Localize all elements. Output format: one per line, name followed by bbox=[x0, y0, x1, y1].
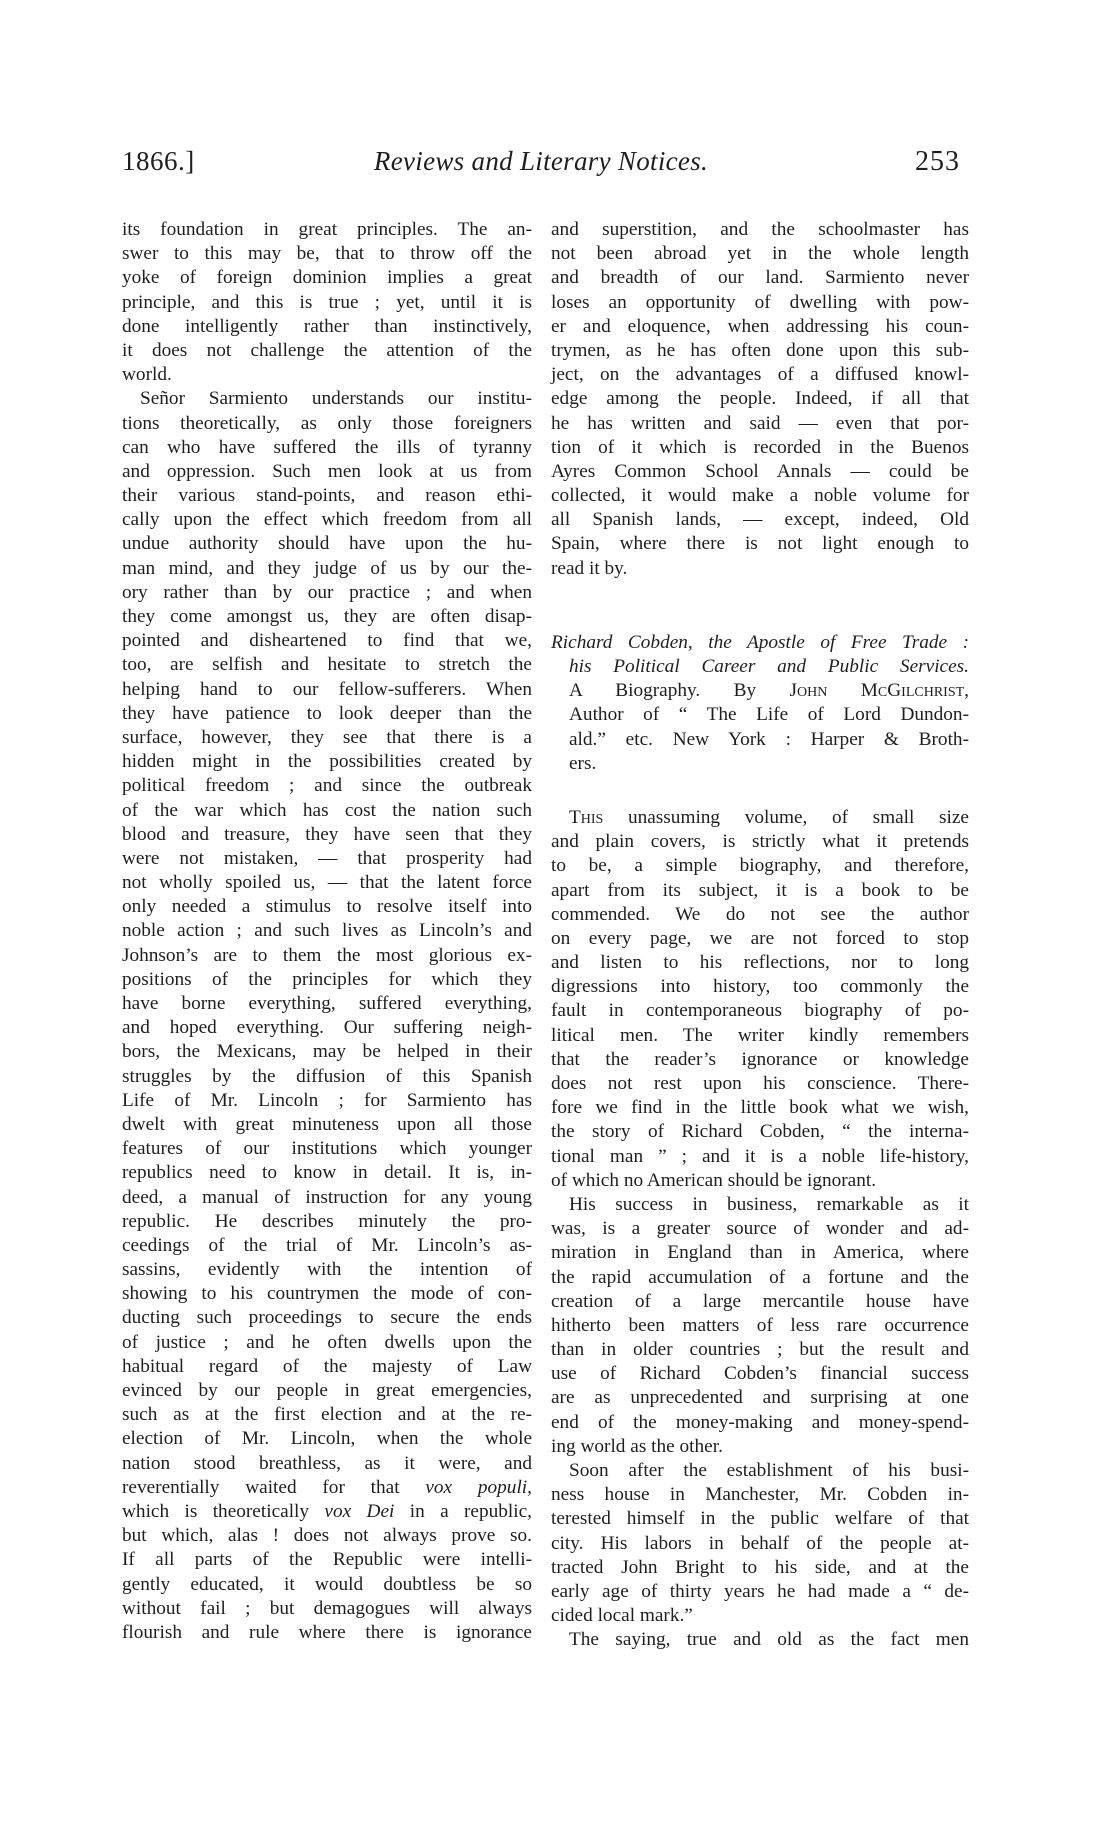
text-line: tracted John Bright to his side, and at the bbox=[551, 1556, 969, 1578]
text-line: of the war which has cost the nation such bbox=[122, 799, 532, 821]
running-header bbox=[122, 146, 960, 186]
publication-info: ald.” etc. New York : Harper & Broth- bbox=[569, 728, 969, 750]
text-line: trymen, as he has often done upon this sub- bbox=[551, 339, 969, 361]
text-line: such as at the first election and at the re- bbox=[122, 1404, 532, 1426]
text-line: Spain, where there is not light enough to bbox=[551, 533, 969, 555]
text-line: only needed a stimulus to resolve itself into bbox=[122, 896, 532, 918]
text-run: , bbox=[527, 1476, 532, 1498]
text-line: evinced by our people in great emergencies, bbox=[122, 1380, 532, 1401]
text-line: to be, a simple biography, and therefore, bbox=[551, 855, 969, 877]
text-line: edge among the people. Indeed, if all that bbox=[551, 388, 969, 410]
text-line: Ayres Common School Annals — could be bbox=[551, 460, 969, 482]
text-line: habitual regard of the majesty of Law bbox=[122, 1355, 532, 1377]
text-line bbox=[122, 1476, 532, 1500]
text-line: litical men. The writer kindly remembers bbox=[551, 1024, 969, 1046]
text-line: than in older countries ; but the result and bbox=[551, 1339, 969, 1361]
text-line: pointed and disheartened to find that we, bbox=[122, 630, 532, 652]
text-line: have borne everything, suffered everything, bbox=[122, 993, 532, 1014]
text-line: miration in England than in America, where bbox=[551, 1242, 969, 1264]
text-line: sassins, evidently with the intention of bbox=[122, 1259, 532, 1281]
text-line: ing world as the other. bbox=[551, 1435, 723, 1457]
text-line: struggles by the diffusion of this Spanish bbox=[122, 1065, 532, 1087]
text-line: ness house in Manchester, Mr. Cobden in- bbox=[551, 1484, 969, 1506]
paragraph bbox=[551, 218, 969, 581]
text-line: gently educated, it would doubtless be so bbox=[122, 1573, 532, 1595]
book-title: his Political Career and Public Services. bbox=[569, 656, 969, 677]
byline bbox=[551, 679, 969, 703]
text-line: and listen to his reflections, nor to long bbox=[551, 952, 969, 974]
text-line: nation stood breathless, as it were, and bbox=[122, 1452, 532, 1474]
text-line: tion of it which is recorded in the Buenos bbox=[551, 436, 969, 458]
running-title: Reviews and Literary Notices. bbox=[373, 146, 709, 176]
text-line: features of our institutions which younger bbox=[122, 1138, 532, 1160]
paragraph bbox=[122, 218, 532, 387]
text-line: Life of Mr. Lincoln ; for Sarmiento has bbox=[122, 1089, 532, 1111]
text-line: it does not challenge the attention of the bbox=[122, 339, 532, 361]
spacer bbox=[551, 581, 969, 631]
text-line: cally upon the effect which freedom from all bbox=[122, 509, 532, 531]
latin-phrase: vox Dei bbox=[324, 1500, 395, 1522]
text-line bbox=[122, 1500, 532, 1524]
text-line: he has written and said — even that por- bbox=[551, 412, 969, 434]
text-line: of justice ; and he often dwells upon the bbox=[122, 1331, 532, 1353]
text-line: city. His labors in behalf of the people at- bbox=[551, 1532, 969, 1554]
text-line: can who have suffered the ills of tyranny bbox=[122, 436, 532, 458]
text-line: blood and treasure, they have seen that they bbox=[122, 823, 532, 845]
text-line: er and eloquence, when addressing his coun- bbox=[551, 315, 969, 337]
left-column bbox=[122, 218, 532, 1645]
header-year: 1866.] bbox=[122, 146, 195, 176]
text-line: hidden might in the possibilities created by bbox=[122, 751, 532, 773]
text-line: The saying, true and old as the fact men bbox=[569, 1629, 969, 1651]
text-line: of which no American should be ignorant. bbox=[551, 1169, 877, 1191]
text-line: the story of Richard Cobden, “ the interna- bbox=[551, 1121, 969, 1143]
text-line: cided local mark.” bbox=[551, 1605, 693, 1627]
right-column bbox=[551, 218, 969, 1653]
text-line: hitherto been matters of less rare occurrence bbox=[551, 1314, 969, 1336]
text-line: terested himself in the public welfare of that bbox=[551, 1508, 969, 1530]
text-line: republic. He describes minutely the pro- bbox=[122, 1210, 532, 1232]
text-run: unassuming volume, of small size bbox=[603, 806, 969, 828]
text-line: their various stand-points, and reason ethi- bbox=[122, 485, 532, 507]
book-title: Richard Cobden, the Apostle of Free Trade : bbox=[551, 631, 969, 653]
text-line: bors, the Mexicans, may be helped in their bbox=[122, 1041, 532, 1063]
text-line: surface, however, they see that there is a bbox=[122, 726, 532, 748]
text-line: ceedings of the trial of Mr. Lincoln’s as- bbox=[122, 1234, 532, 1256]
text-line: not wholly spoiled us, — that the latent force bbox=[122, 872, 532, 894]
text-line: and plain covers, is strictly what it pretends bbox=[551, 831, 969, 853]
text-line: If all parts of the Republic were intelli- bbox=[122, 1549, 532, 1571]
text-line: Johnson’s are to them the most glorious ex- bbox=[122, 944, 532, 966]
text-line: tions theoretically, as only those foreigners bbox=[122, 412, 532, 434]
text-line: does not rest upon his conscience. There- bbox=[551, 1073, 969, 1094]
text-line: undue authority should have upon the hu- bbox=[122, 533, 532, 555]
text-line: yoke of foreign dominion implies a great bbox=[122, 267, 532, 289]
text-line: noble action ; and such lives as Lincoln’s and bbox=[122, 920, 532, 942]
text-line: that the reader’s ignorance or knowledge bbox=[551, 1048, 969, 1070]
text-line: flourish and rule where there is ignorance bbox=[122, 1621, 532, 1643]
text-run: reverentially waited for that bbox=[122, 1476, 426, 1498]
text-line: too, are selfish and hesitate to stretch the bbox=[122, 654, 532, 676]
text-line: Soon after the establishment of his busi- bbox=[569, 1460, 969, 1481]
text-run: which is theoretically bbox=[122, 1500, 325, 1522]
text-line: fore we find in the little book what we wish, bbox=[551, 1097, 969, 1119]
text-line: republics need to know in detail. It is, in- bbox=[122, 1162, 532, 1184]
text-line: swer to this may be, that to throw off the bbox=[122, 243, 532, 265]
text-line: done intelligently rather than instinctively, bbox=[122, 315, 532, 337]
text-line: digressions into history, too commonly the bbox=[551, 976, 969, 998]
text-line: and breadth of our land. Sarmiento never bbox=[551, 267, 969, 289]
text-line: they come amongst us, they are often disap- bbox=[122, 606, 532, 627]
text-line: they have patience to look deeper than the bbox=[122, 702, 532, 724]
latin-phrase: vox populi bbox=[425, 1476, 528, 1498]
text-line: dwelt with great minuteness upon all those bbox=[122, 1113, 532, 1135]
text-run: A Biography. By bbox=[569, 680, 790, 702]
text-line: ject, on the advantages of a diffused knowl- bbox=[551, 364, 969, 386]
text-line: early age of thirty years he had made a “ de- bbox=[551, 1580, 969, 1602]
publication-info: Author of “ The Life of Lord Dundon- bbox=[569, 704, 969, 726]
text-line: showing to his countrymen the mode of con- bbox=[122, 1283, 532, 1305]
text-line: world. bbox=[122, 364, 172, 386]
text-line: His success in business, remarkable as it bbox=[569, 1193, 969, 1215]
text-line: and superstition, and the schoolmaster has bbox=[551, 219, 969, 240]
text-line: collected, it would make a noble volume for bbox=[551, 485, 969, 507]
text-line: was, is a greater source of wonder and ad- bbox=[551, 1218, 969, 1240]
text-line: positions of the principles for which they bbox=[122, 968, 532, 990]
text-line: are as unprecedented and surprising at one bbox=[551, 1387, 969, 1409]
text-line: election of Mr. Lincoln, when the whole bbox=[122, 1428, 532, 1450]
text-line: were not mistaken, — that prosperity had bbox=[122, 847, 532, 869]
text-line: loses an opportunity of dwelling with pow- bbox=[551, 291, 969, 313]
review-heading bbox=[551, 631, 969, 776]
text-line: use of Richard Cobden’s financial success bbox=[551, 1363, 969, 1385]
text-line: but which, alas ! does not always prove so. bbox=[122, 1525, 532, 1547]
text-line: ducting such proceedings to secure the ends bbox=[122, 1307, 532, 1329]
text-line: ory rather than by our practice ; and when bbox=[122, 581, 532, 603]
text-run: in a republic, bbox=[394, 1500, 532, 1522]
paragraph bbox=[551, 1628, 969, 1652]
text-line: principle, and this is true ; yet, until it is bbox=[122, 291, 532, 313]
paragraph bbox=[122, 387, 532, 1475]
text-line bbox=[551, 806, 969, 830]
text-line: commended. We do not see the author bbox=[551, 903, 969, 925]
author-name: John McGilchrist, bbox=[789, 680, 969, 702]
paragraph bbox=[551, 1193, 969, 1459]
text-line: man mind, and they judge of us by our the- bbox=[122, 557, 532, 579]
text-line: deed, a manual of instruction for any young bbox=[122, 1186, 532, 1208]
text-line: creation of a large mercantile house have bbox=[551, 1290, 969, 1312]
text-line: helping hand to our fellow-sufferers. When bbox=[122, 678, 532, 700]
text-line: the rapid accumulation of a fortune and the bbox=[551, 1266, 969, 1288]
text-line: on every page, we are not forced to stop bbox=[551, 927, 969, 949]
text-line: fault in contemporaneous biography of po- bbox=[551, 1000, 969, 1022]
publication-info: ers. bbox=[569, 752, 597, 774]
text-line: and hoped everything. Our suffering neigh- bbox=[122, 1017, 532, 1039]
text-line: tional man ” ; and it is a noble life-history, bbox=[551, 1145, 969, 1167]
text-line: apart from its subject, it is a book to be bbox=[551, 879, 969, 901]
text-line: without fail ; but demagogues will always bbox=[122, 1597, 532, 1619]
text-line: read it by. bbox=[551, 557, 628, 579]
text-line: and oppression. Such men look at us from bbox=[122, 460, 532, 482]
spacer bbox=[551, 776, 969, 806]
text-line: its foundation in great principles. The an- bbox=[122, 219, 532, 240]
text-line: Señor Sarmiento understands our institu- bbox=[140, 388, 532, 410]
paragraph bbox=[551, 806, 969, 1193]
page-number: 253 bbox=[915, 146, 960, 177]
text-line: end of the money-making and money-spend- bbox=[551, 1411, 969, 1433]
text-line: political freedom ; and since the outbreak bbox=[122, 775, 532, 797]
text-line: not been abroad yet in the whole length bbox=[551, 243, 969, 265]
opening-word: This bbox=[569, 806, 604, 828]
text-line: all Spanish lands, — except, indeed, Old bbox=[551, 509, 969, 531]
paragraph bbox=[551, 1459, 969, 1628]
